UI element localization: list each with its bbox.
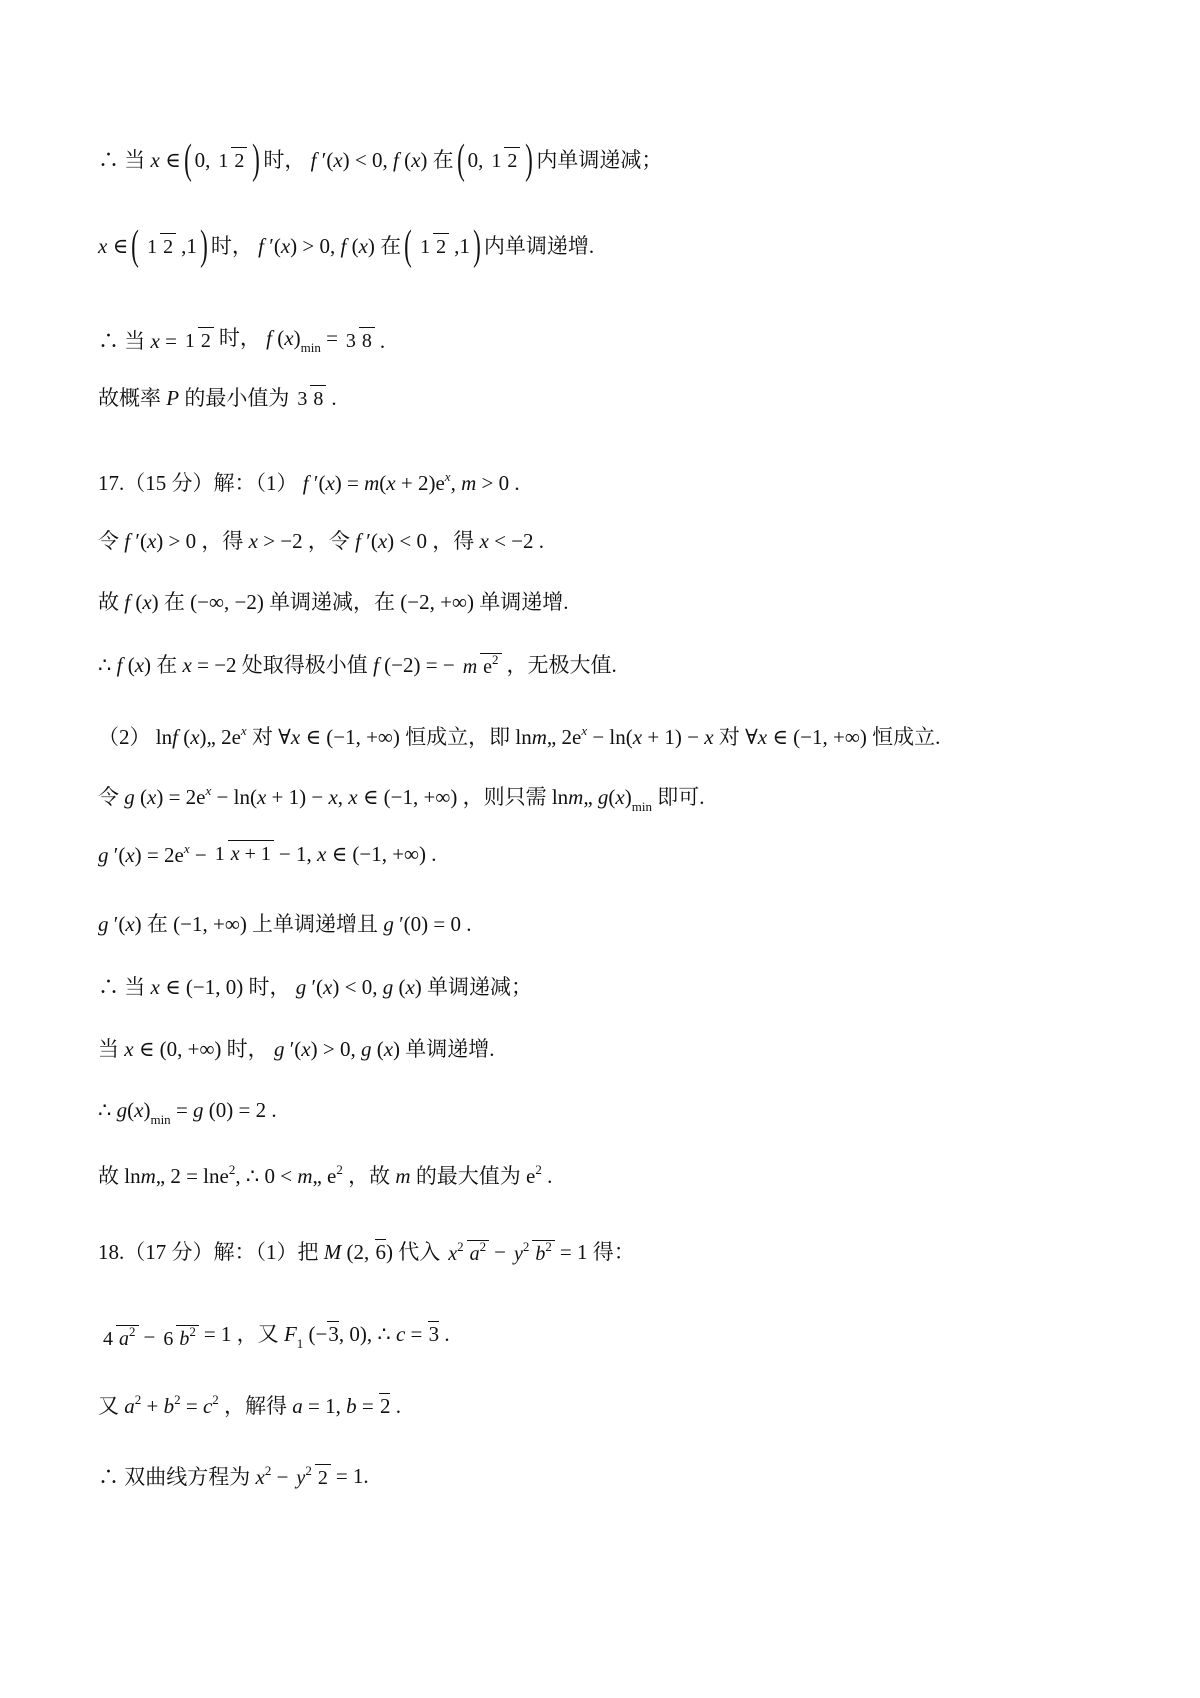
problem-17-part2 <box>98 724 940 748</box>
text-segment: ∴ 双曲线方程为 $x^2$ − <box>98 1463 289 1489</box>
text-segment: = 1 得： <box>559 1239 635 1264</box>
text-segment: ∴ 当 x ∈ <box>98 148 181 173</box>
solution-line-6 <box>98 531 544 552</box>
text-segment: 0, <box>467 148 484 173</box>
text-segment: − 1, x ∈ (−1, +∞) . <box>278 841 437 866</box>
text-segment: − <box>494 1239 506 1264</box>
solution-line-2 <box>98 223 595 269</box>
text-segment: 时， f ′(x) < 0, f (x) 在 <box>263 148 454 173</box>
fraction: $y^2$ $b^2$ <box>511 1240 555 1264</box>
text-segment: 故概率 P 的最小值为 <box>98 386 290 410</box>
text-segment: g ′(x) 在 (−1, +∞) 上单调递增且 g ′(0) = 0 . <box>98 912 472 936</box>
fraction: m $e^2$ <box>460 653 502 677</box>
text-segment: = 1. <box>335 1463 369 1488</box>
text-segment: 又 $a^2 + b^2 = c^2$ ，解得 a = 1, b = 2 . <box>98 1392 401 1418</box>
solution-line-8 <box>98 653 617 677</box>
solution-line-4 <box>98 388 337 409</box>
fraction: $y^2$ 2 <box>293 1464 330 1488</box>
solution-line-3 <box>98 328 385 354</box>
solution-line-20 <box>98 1464 369 1488</box>
solution-line-18 <box>98 1324 450 1350</box>
solution-line-13 <box>98 977 532 998</box>
solution-line-14 <box>98 1039 495 1060</box>
problem-17-header <box>98 470 520 494</box>
text-segment: ,1 <box>181 234 197 259</box>
fraction: 1 2 <box>144 237 176 257</box>
paren-open: ( <box>183 137 192 183</box>
text-segment: ∴ 当 x = <box>98 328 177 353</box>
fraction: 1 2 <box>215 151 247 171</box>
paren-close: ) <box>252 137 261 183</box>
solution-line-10 <box>98 784 704 813</box>
text-segment: 当 x ∈ (0, +∞) 时， g ′(x) > 0, g (x) 单调递增. <box>98 1037 495 1061</box>
solution-line-12 <box>98 914 472 935</box>
text-segment: 故 f (x) 在 (−∞, −2) 单调递减，在 (−2, +∞) 单调递增. <box>98 590 569 614</box>
text-segment: ∴ $g(x)_{min} = g$ (0) = 2 . <box>98 1098 277 1127</box>
text-segment: （2） lnf (x)„ $2e^x$ 对 ∀x ∈ (−1, +∞) 恒成立，即 lnm„ $2e^x - \ln(x + 1) - x$ 对 ∀x ∈ (−1, +∞) 恒成立. <box>98 723 941 749</box>
solution-line-7 <box>98 592 568 613</box>
paren-close: ) <box>525 137 534 183</box>
text-segment: = 1 ，又 $F_1$ (−3, 0), ∴ c = 3 . <box>203 1322 450 1351</box>
paren-close: ) <box>200 223 208 269</box>
solution-line-16 <box>98 1163 552 1187</box>
text-segment: 故 lnm„ 2 = lne$^2$, ∴ 0 < m„ $e^2$ ，故 m 的最大值为 $e^2$ . <box>98 1162 553 1188</box>
text-segment: 令 f ′(x) > 0 ，得 x > −2 ，令 f ′(x) < 0 ，得 x < −2 . <box>98 529 544 553</box>
solution-line-11 <box>98 842 437 866</box>
text-segment: ,1 <box>454 234 470 259</box>
text-segment: 令 g $(x) = 2e^x - \ln(x + 1) - x$, x ∈ (−1, +∞) ，则只需 lnm„ $g(x)_{min}$ 即可. <box>98 783 705 814</box>
text-segment: 18.（17 分）解：（1）把 M (2, 6) 代入 <box>98 1239 441 1264</box>
text-segment: x ∈ <box>98 234 129 259</box>
text-segment: ∴ f (x) 在 x = −2 处取得极小值 f (−2) = − <box>98 652 455 677</box>
fraction: 1 2 <box>488 151 520 171</box>
fraction: 1 2 <box>417 237 449 257</box>
text-segment: . <box>379 328 386 353</box>
fraction: 6 $b^2$ <box>160 1325 199 1349</box>
fraction: 3 8 <box>343 331 375 351</box>
text-segment: 17.（15 分）解：（1） f $'(x) = m(x + 2)e^x$, m > 0 . <box>98 469 520 495</box>
fraction: 1 x + 1 <box>212 844 274 864</box>
solution-line-15 <box>98 1100 277 1126</box>
fraction: $x^2$ $a^2$ <box>445 1240 489 1264</box>
text-segment: ，无极大值. <box>506 652 617 677</box>
paren-open: ( <box>456 137 465 183</box>
text-segment: . <box>331 386 337 410</box>
paren-open: ( <box>404 223 413 269</box>
paren-open: ( <box>131 223 139 269</box>
text-segment: − <box>143 1324 156 1349</box>
text-segment: 内单调递增. <box>483 234 595 259</box>
paren-close: ) <box>473 223 481 269</box>
text-segment: ∴ 当 x ∈ (−1, 0) 时， g ′(x) < 0, g (x) 单调递减； <box>98 975 533 999</box>
text-segment: g $'(x) = 2e^x$ − <box>98 841 207 867</box>
fraction: 4 $a^2$ <box>100 1325 139 1349</box>
text-segment: 0, <box>194 148 211 173</box>
text-segment: 时， f $(x)_{min}$ = <box>218 326 338 355</box>
solution-line-19 <box>98 1393 401 1417</box>
solution-line-1 <box>98 137 663 183</box>
problem-18-header <box>98 1240 635 1264</box>
text-segment: 时， f ′(x) > 0, f (x) 在 <box>210 234 402 259</box>
fraction: 1 2 <box>182 331 214 351</box>
text-segment: 内单调递减； <box>536 148 663 173</box>
fraction: 3 8 <box>294 389 326 409</box>
